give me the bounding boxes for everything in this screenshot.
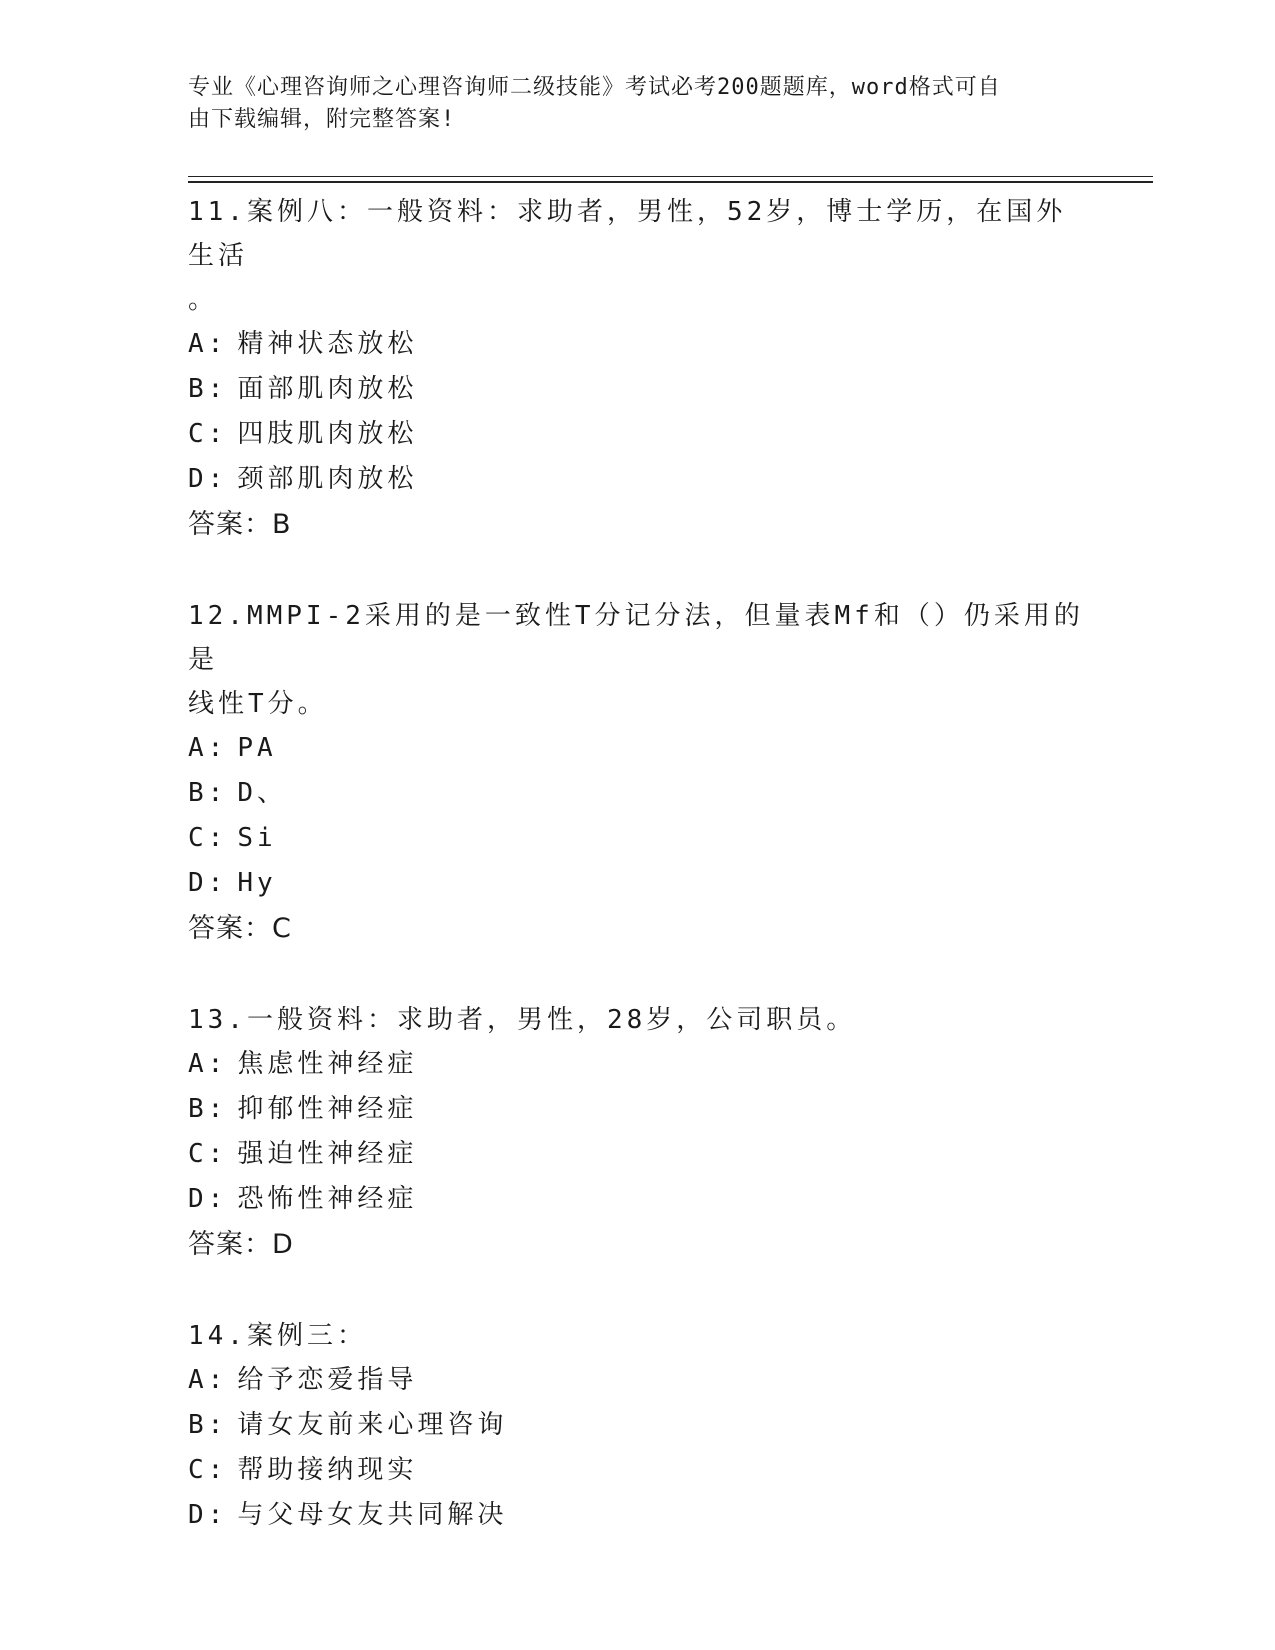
option-letter: B:: [188, 374, 228, 404]
option-letter: B:: [188, 778, 228, 808]
question-stem: 13.一般资料：求助者，男性，28岁，公司职员。: [188, 1005, 857, 1035]
question-stem: 14.案例三：: [188, 1321, 367, 1351]
option-text: 与父母女友共同解决: [237, 1500, 508, 1530]
option-text: Hy: [237, 868, 277, 898]
option-c: [188, 816, 1088, 861]
option-a: [188, 1358, 1088, 1403]
option-d: [188, 861, 1088, 906]
question-text: [188, 594, 1088, 726]
option-text: 面部肌肉放松: [237, 374, 418, 404]
option-text: 颈部肌肉放松: [237, 464, 418, 494]
question-13: [188, 998, 1088, 1268]
option-letter: A:: [188, 733, 228, 763]
option-text: 给予恋爱指导: [237, 1365, 418, 1395]
question-11: [188, 190, 1088, 548]
question-stem: 12.MMPI-2采用的是一致性T分记分法，但量表Mf和（）仍采用的是: [188, 601, 1084, 675]
answer-line: 答案：B: [188, 509, 292, 540]
option-text: D、: [237, 778, 287, 808]
option-letter: D:: [188, 1184, 228, 1214]
document-header: [188, 72, 1068, 136]
option-c: [188, 1132, 1088, 1177]
option-text: Si: [237, 823, 277, 853]
header-line-1: 专业《心理咨询师之心理咨询师二级技能》考试必考200题题库，word格式可自: [188, 75, 1001, 100]
question-text: [188, 998, 1088, 1042]
option-a: [188, 1042, 1088, 1087]
option-letter: D:: [188, 464, 228, 494]
option-letter: A:: [188, 1365, 228, 1395]
option-b: [188, 1087, 1088, 1132]
option-text: 恐怖性神经症: [237, 1184, 418, 1214]
question-12: [188, 594, 1088, 952]
option-text: PA: [237, 733, 277, 763]
option-d: [188, 1177, 1088, 1222]
option-text: 四肢肌肉放松: [237, 419, 418, 449]
option-letter: B:: [188, 1410, 228, 1440]
question-stem-tail: 。: [188, 285, 219, 315]
option-a: [188, 322, 1088, 367]
header-divider-thin: [188, 176, 1153, 177]
option-c: [188, 1448, 1088, 1493]
answer-line: 答案：D: [188, 1229, 294, 1260]
question-text: [188, 1314, 1088, 1358]
option-text: 焦虑性神经症: [237, 1049, 418, 1079]
option-text: 请女友前来心理咨询: [237, 1410, 508, 1440]
question-text: [188, 190, 1088, 322]
option-letter: C:: [188, 1455, 228, 1485]
option-letter: B:: [188, 1094, 228, 1124]
question-list: [188, 190, 1088, 1584]
option-letter: A:: [188, 329, 228, 359]
question-stem: 11.案例八：一般资料：求助者，男性，52岁，博士学历，在国外生活: [188, 197, 1067, 271]
option-text: 帮助接纳现实: [237, 1455, 418, 1485]
option-b: [188, 771, 1088, 816]
option-d: [188, 457, 1088, 502]
option-letter: D:: [188, 1500, 228, 1530]
option-text: 精神状态放松: [237, 329, 418, 359]
option-a: [188, 726, 1088, 771]
option-d: [188, 1493, 1088, 1538]
question-stem-tail: 线性T分。: [188, 689, 328, 719]
option-letter: A:: [188, 1049, 228, 1079]
option-letter: C:: [188, 1139, 228, 1169]
option-letter: C:: [188, 823, 228, 853]
option-letter: D:: [188, 868, 228, 898]
option-letter: C:: [188, 419, 228, 449]
header-divider-thick: [188, 181, 1153, 183]
question-14: [188, 1314, 1088, 1538]
answer-line: 答案：C: [188, 913, 292, 944]
option-c: [188, 412, 1088, 457]
option-b: [188, 1403, 1088, 1448]
header-line-2: 由下载编辑，附完整答案!: [188, 107, 456, 132]
option-b: [188, 367, 1088, 412]
option-text: 抑郁性神经症: [237, 1094, 418, 1124]
option-text: 强迫性神经症: [237, 1139, 418, 1169]
